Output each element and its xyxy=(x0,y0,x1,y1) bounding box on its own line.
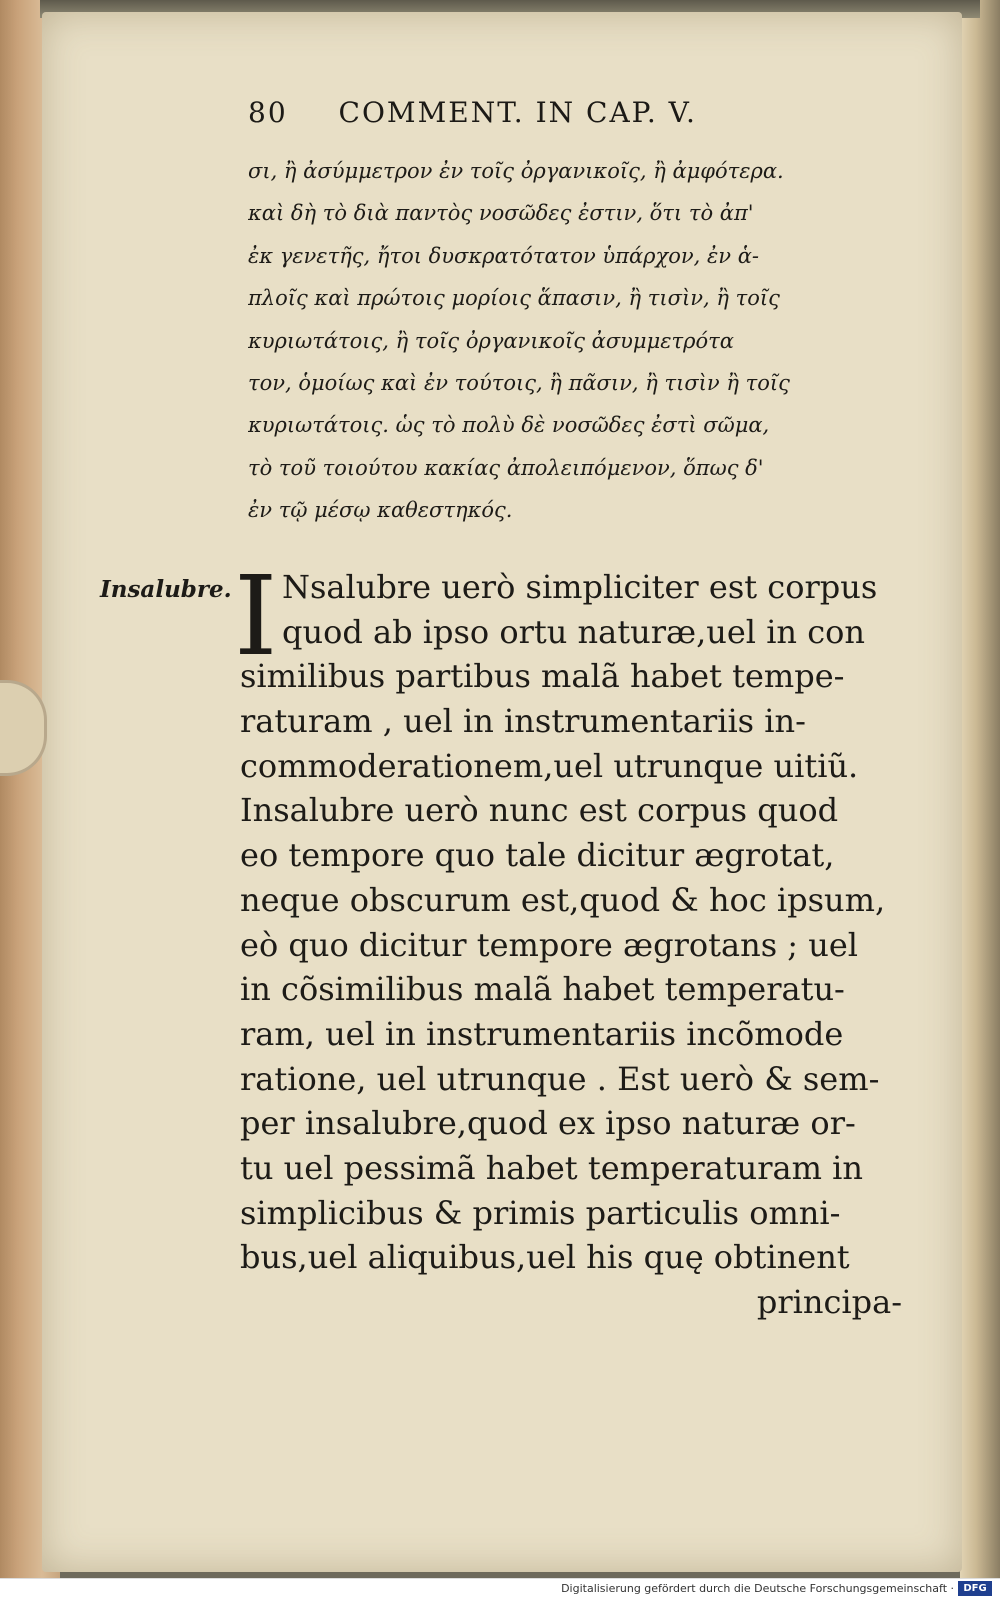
greek-line: σι, ἢ ἀσύμμετρον ἐν τοῖς ὀργανικοῖς, ἢ ἀμφότερα. xyxy=(248,159,784,183)
latin-line: quod ab ipso ortu naturæ,uel in con xyxy=(282,612,865,651)
greek-line: τον, ὁμοίως καὶ ἐν τούτοις, ἢ πᾶσιν, ἢ τισὶν ἢ τοῖς xyxy=(248,370,790,395)
greek-line: κυριωτάτοις. ὡς τὸ πολὺ δὲ νοσῶδες ἐστὶ σῶμα, xyxy=(248,413,770,438)
latin-line: ratione, uel utrunque . Est uerò & sem- xyxy=(240,1059,880,1098)
greek-line: καὶ δὴ τὸ διὰ παντὸς νοσῶδες ἐστιν, ὅτι τὸ ἀπ' xyxy=(248,201,754,226)
greek-line: κυριωτάτοις, ἢ τοῖς ὀργανικοῖς ἀσυμμετρότα xyxy=(248,328,734,353)
book-edge-right xyxy=(960,0,1000,1578)
greek-line: τὸ τοῦ τοιούτου κακίας ἀπολειπόμενον, ὅπως δ' xyxy=(248,455,764,480)
latin-text-block xyxy=(240,565,912,1325)
footer-credit: Digitalisierung gefördert durch die Deutsche Forschungsgemeinschaft · xyxy=(561,1582,954,1595)
latin-line: eò quo dicitur tempore ægrotans ; uel xyxy=(240,925,859,964)
latin-line: tu uel pessimã habet temperaturam in xyxy=(240,1148,863,1187)
margin-note: Insalubre. xyxy=(100,576,232,603)
latin-line: Nsalubre uerò simpliciter est corpus xyxy=(282,568,878,606)
greek-line: ἐν τῷ μέσῳ καθεστηκός. xyxy=(248,498,513,523)
latin-line: neque obscurum est,quod & hoc ipsum, xyxy=(240,880,886,919)
latin-line: Insalubre uerò nunc est corpus quod xyxy=(240,791,839,830)
greek-text-block xyxy=(248,150,920,532)
latin-line: eo tempore quo tale dicitur ægrotat, xyxy=(240,836,835,875)
running-title: COMMENT. IN CAP. V. xyxy=(338,96,697,129)
latin-line: simplicibus & primis particulis omni- xyxy=(240,1193,841,1232)
greek-line: ἐκ γενετῆς, ἤτοι δυσκρατότατον ὑπάρχον, ἐν ἁ- xyxy=(248,243,760,268)
catchword: principa- xyxy=(756,1283,902,1321)
latin-line: in cõsimilibus malã habet temperatu- xyxy=(240,970,845,1009)
greek-line: πλοῖς καὶ πρώτοις μορίοις ἅπασιν, ἢ τισὶν, ἢ τοῖς xyxy=(248,286,780,311)
dfg-logo: DFG xyxy=(958,1581,992,1596)
latin-line: commoderationem,uel utrunque uitiũ. xyxy=(240,746,859,785)
latin-line: ram, uel in instrumentariis incõmode xyxy=(240,1014,844,1053)
latin-line: raturam , uel in instrumentariis in- xyxy=(240,702,806,741)
drop-cap: I xyxy=(234,552,278,680)
running-header xyxy=(248,96,848,136)
latin-line: similibus partibus malã habet tempe- xyxy=(240,657,845,696)
page-number: 80 xyxy=(248,96,288,129)
latin-line: bus,uel aliquibus,uel his quę obtinent xyxy=(240,1238,850,1277)
latin-line: per insalubre,quod ex ipso naturæ or- xyxy=(240,1104,856,1143)
